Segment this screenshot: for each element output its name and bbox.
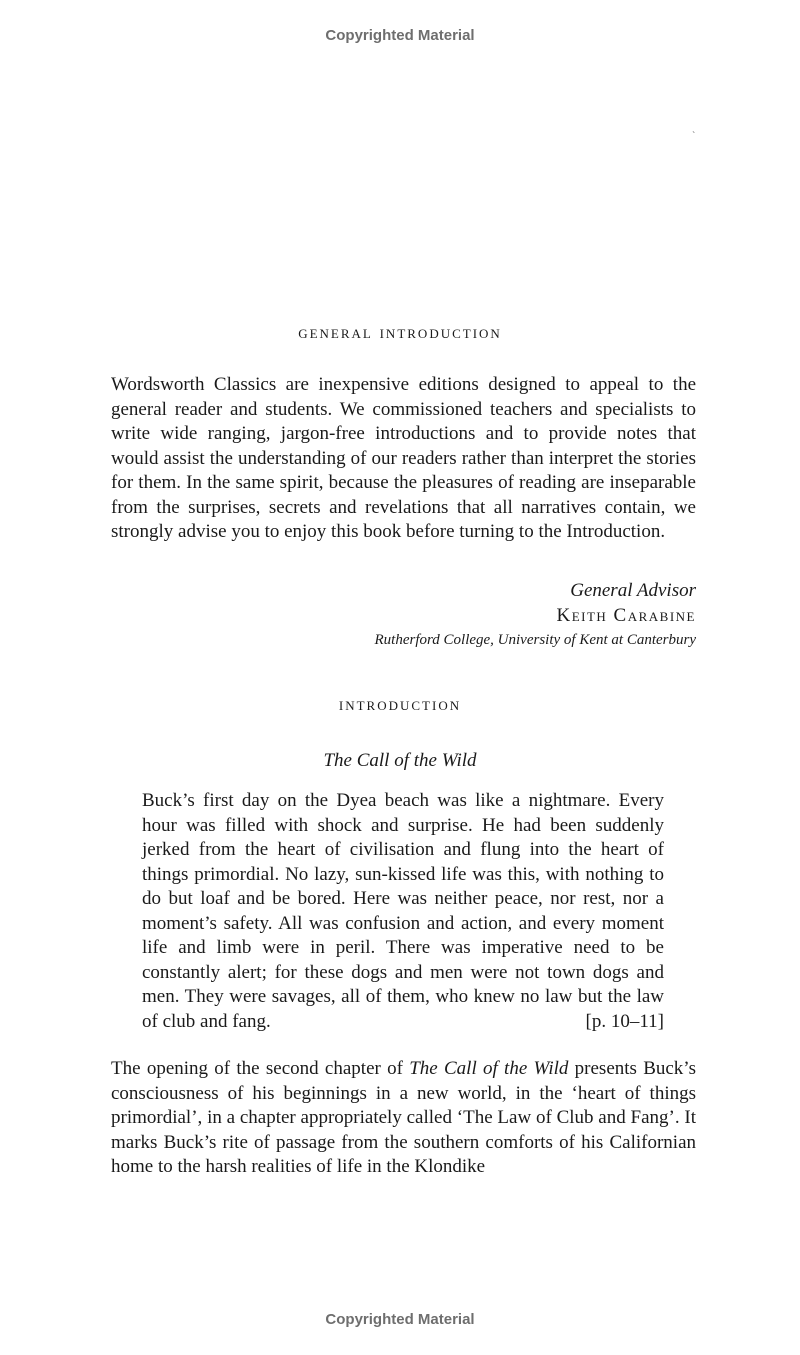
body-text-start: The opening of the second chapter of [111,1058,410,1079]
signature-affiliation: Rutherford College, University of Kent at Canterbury [374,632,696,648]
general-introduction-paragraph: Wordsworth Classics are inexpensive editions designed to appeal to the general reader and students. We commissioned teachers and specialists to write wide ranging, jargon-free introductions and to provide notes that would assist the understanding of our readers rather than interpret the stories for them. In the same spirit, because the pleasures of reading are inseparable from the surprises, secrets and revelations that all narratives contain, we strongly advise you to enjoy this book before turning to the Introduction. [111,374,696,542]
book-title: The Call of the Wild [409,1058,569,1079]
copyright-watermark-bottom: Copyrighted Material [325,1311,475,1328]
excerpt-title: The Call of the Wild [323,750,477,771]
signature-role: General Advisor [570,580,696,601]
copyright-watermark-top: Copyrighted Material [325,27,475,44]
signature-name: Keith Carabine [556,605,696,626]
introduction-heading: introduction [338,694,462,715]
block-quote-text: Buck’s first day on the Dyea beach was like a nightmare. Every hour was filled with shock and surprise. He had been suddenly jerked from the heart of civilisation and flung into the heart of things primordial. No lazy, sun-kissed life was this, with nothing to do but loaf and be bored. Here was neither peace, nor rest, nor a moment’s safety. All was confusion and action, and every moment life and limb were in peril. There was imperative need to be constantly alert; for these dogs and men were not town dogs and men. They were savages, all of them, who knew no law but the law of club and fang. [142,790,664,1032]
page-reference: [p. 10–11] [585,1010,664,1032]
body-text-rest: presents Buck’s consciousness of his beginnings in a new world, in the ‘heart of things primordial’, in a chapter appropriately called ‘The Law of Club and Fang’. It marks Buck’s rite of passage from the southern comforts of his Californian home to the harsh realities of life in the Klondike [111,1058,696,1177]
block-quote [142,789,664,1034]
general-introduction-heading: general introduction [298,322,502,343]
introduction-body-paragraph [111,1057,696,1180]
stray-mark: ˴ [692,126,696,137]
